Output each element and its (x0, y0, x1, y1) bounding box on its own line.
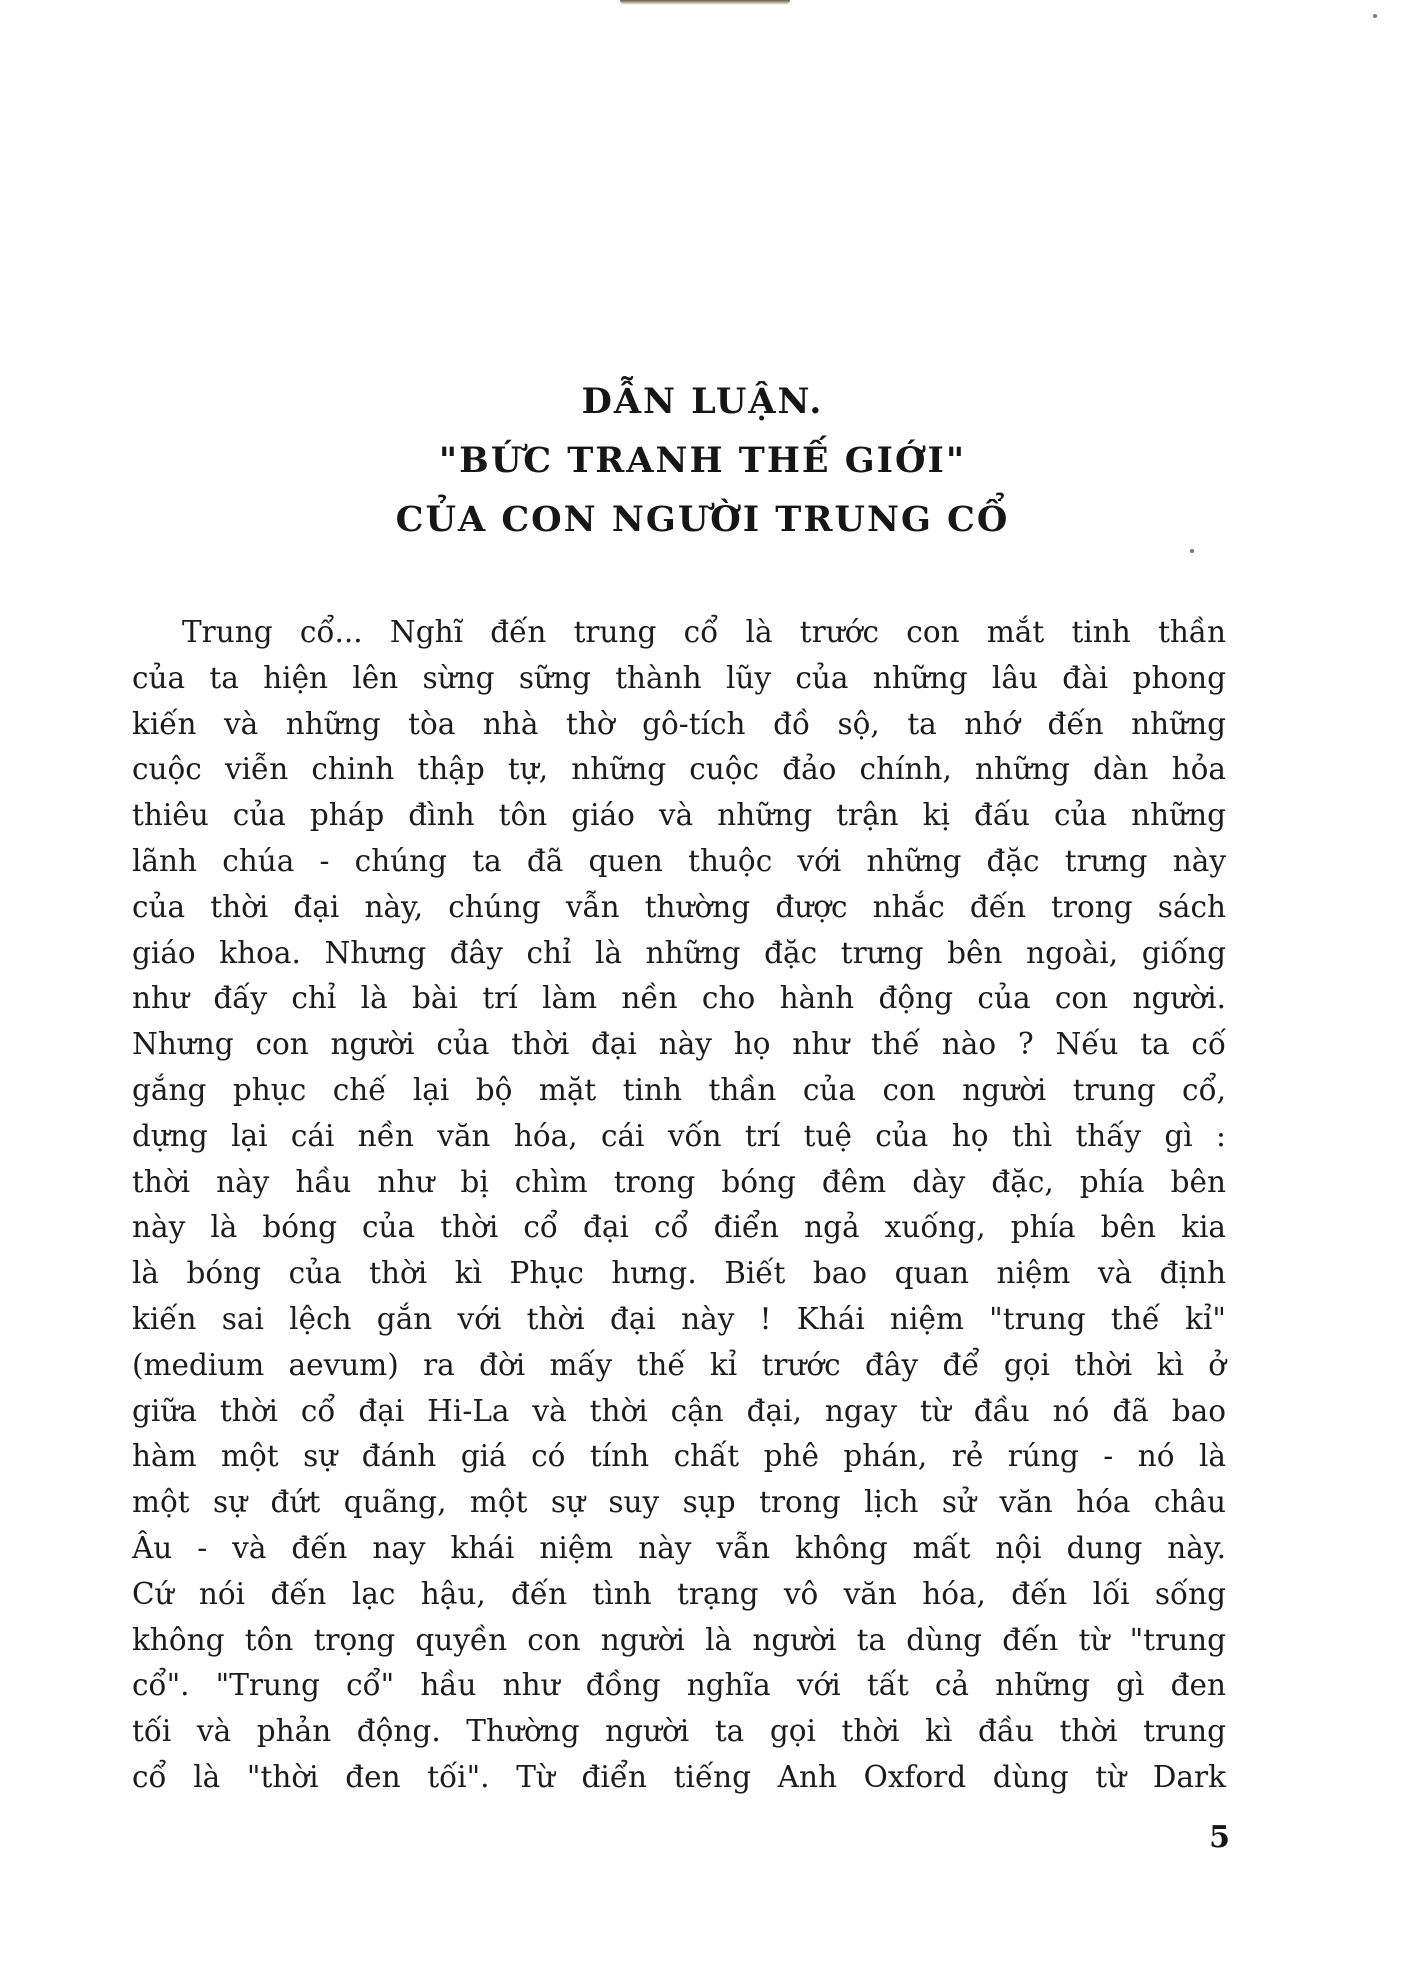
text-line: giáo khoa. Nhưng đây chỉ là những đặc trưng bên ngoài, giống (132, 935, 1226, 970)
text-line: Cứ nói đến lạc hậu, đến tình trạng vô văn hóa, đến lối sống (132, 1576, 1226, 1611)
page-number: 5 (1209, 1820, 1230, 1855)
scan-shadow (620, 0, 790, 5)
text-line: là bóng của thời kì Phục hưng. Biết bao quan niệm và định (132, 1256, 1226, 1291)
text-line: kiến và những tòa nhà thờ gô-tích đồ sộ, ta nhớ đến những (132, 706, 1226, 741)
text-line: kiến sai lệch gắn với thời đại này ! Khái niệm "trung thế kỉ" (132, 1301, 1226, 1336)
text-line: giữa thời cổ đại Hi-La và thời cận đại, ngay từ đầu nó đã bao (132, 1393, 1226, 1428)
text-line: như đấy chỉ là bài trí làm nền cho hành động của con người. (132, 981, 1226, 1016)
text-line: cổ là "thời đen tối". Từ điển tiếng Anh Oxford dùng từ Dark (132, 1759, 1226, 1794)
text-line: một sự đứt quãng, một sự suy sụp trong lịch sử văn hóa châu (132, 1485, 1226, 1520)
text-line: (medium aevum) ra đời mấy thế kỉ trước đây để gọi thời kì ở (132, 1347, 1226, 1382)
text-line: thiêu của pháp đình tôn giáo và những trận kị đấu của những (132, 798, 1226, 833)
scan-speck (1190, 549, 1194, 553)
text-line: tối và phản động. Thường người ta gọi thời kì đầu thời trung (132, 1714, 1226, 1749)
text-line: gắng phục chế lại bộ mặt tinh thần của con người trung cổ, (132, 1072, 1226, 1107)
text-line: Nhưng con người của thời đại này họ như thế nào ? Nếu ta cố (132, 1027, 1226, 1062)
text-line: cổ". "Trung cổ" hầu như đồng nghĩa với tất cả những gì đen (132, 1668, 1226, 1703)
scan-speck (1373, 14, 1377, 18)
text-line: lãnh chúa - chúng ta đã quen thuộc với những đặc trưng này (132, 843, 1226, 878)
text-line: Âu - và đến nay khái niệm này vẫn không mất nội dung này. (132, 1530, 1226, 1565)
text-line: cuộc viễn chinh thập tự, những cuộc đảo chính, những dàn hỏa (132, 752, 1226, 787)
heading-line-3: CỦA CON NGƯỜI TRUNG CỔ (395, 499, 1010, 540)
body-paragraph (132, 610, 1226, 1801)
chapter-heading (200, 372, 1205, 549)
text-line: của thời đại này, chúng vẫn thường được nhắc đến trong sách (132, 889, 1226, 924)
text-line: thời này hầu như bị chìm trong bóng đêm dày đặc, phía bên (132, 1164, 1226, 1199)
text-line: này là bóng của thời cổ đại cổ điển ngả xuống, phía bên kia (132, 1210, 1226, 1245)
text-line: không tôn trọng quyền con người là người ta dùng đến từ "trung (132, 1622, 1226, 1657)
text-line: hàm một sự đánh giá có tính chất phê phán, rẻ rúng - nó là (132, 1439, 1226, 1474)
heading-line-1: DẪN LUẬN. (581, 381, 824, 422)
text-line: Trung cổ... Nghĩ đến trung cổ là trước con mắt tinh thần (182, 615, 1226, 649)
heading-line-2: "BỨC TRANH THẾ GIỚI" (438, 440, 967, 481)
text-line: dựng lại cái nền văn hóa, cái vốn trí tuệ của họ thì thấy gì : (132, 1118, 1226, 1153)
text-line: của ta hiện lên sừng sững thành lũy của những lâu đài phong (132, 660, 1226, 695)
